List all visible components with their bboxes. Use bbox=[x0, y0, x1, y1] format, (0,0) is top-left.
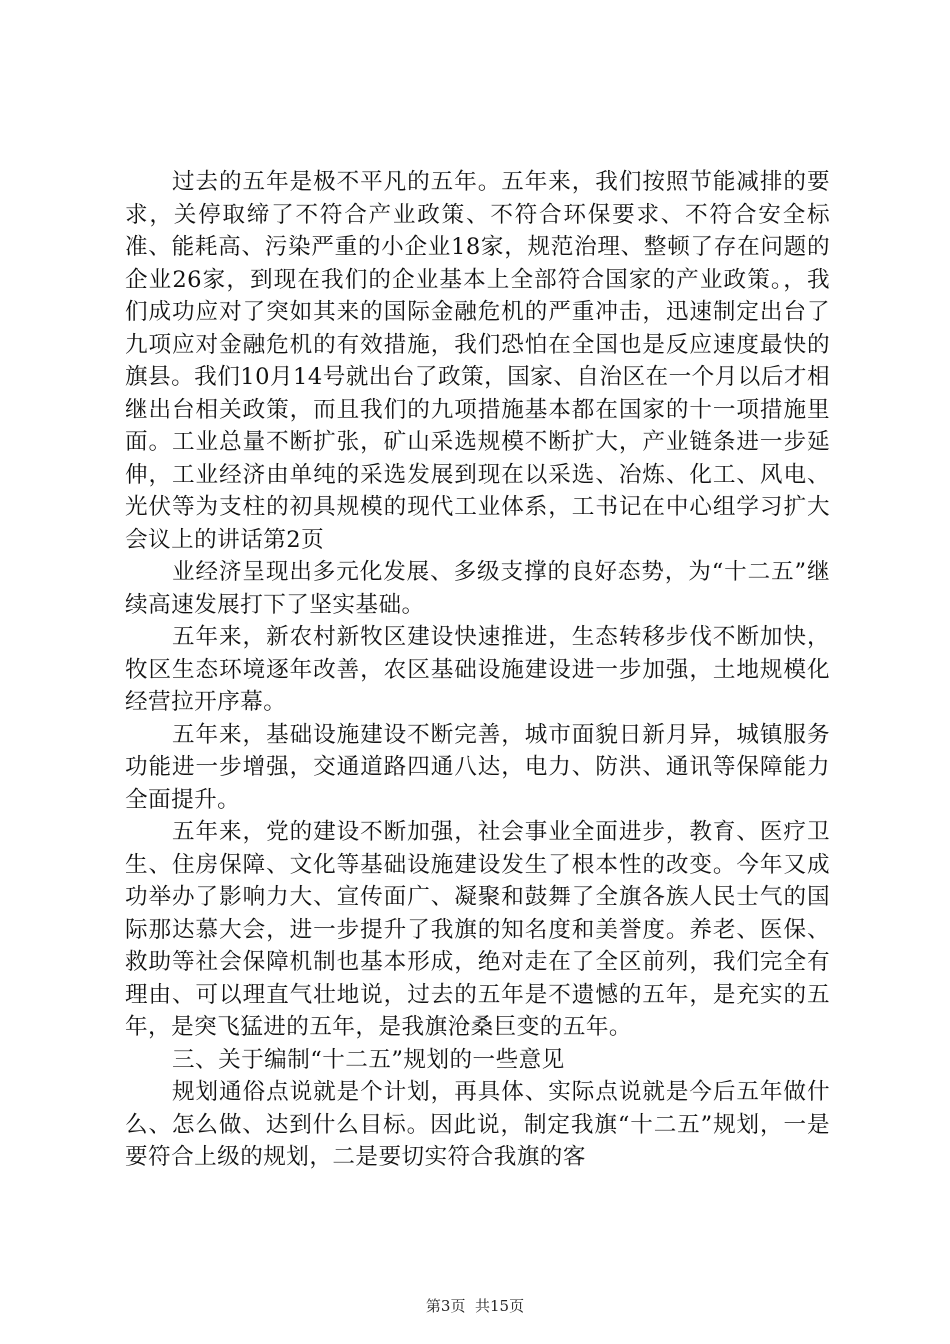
paragraph: 五年来，新农村新牧区建设快速推进，生态转移步伐不断加快，牧区生态环境逐年改善，农区基础设施建设进一步加强，土地规模化经营拉开序幕。 bbox=[125, 624, 830, 715]
section-heading: 三、关于编制“十二五”规划的一些意见 bbox=[172, 1046, 565, 1073]
page-number: 第3页 共15页 bbox=[425, 1297, 525, 1315]
document-body bbox=[125, 166, 830, 1174]
paragraph: 五年来，党的建设不断加强，社会事业全面进步，教育、医疗卫生、住房保障、文化等基础设施建设发生了根本性的改变。今年又成功举办了影响力大、宣传面广、凝聚和鼓舞了全旗各族人民士气的国际那达慕大会，进一步提升了我旗的知名度和美誉度。养老、医保、救助等社会保障机制也基本形成，绝对走在了全区前列，我们完全有理由、可以理直气壮地说，过去的五年是不遗憾的五年，是充实的五年，是突飞猛进的五年，是我旗沧桑巨变的五年。 bbox=[125, 819, 830, 1040]
paragraph: 业经济呈现出多元化发展、多级支撑的良好态势，为“十二五”继续高速发展打下了坚实基础。 bbox=[125, 559, 830, 618]
page-footer bbox=[0, 1296, 950, 1316]
paragraph: 五年来，基础设施建设不断完善，城市面貌日新月异，城镇服务功能进一步增强，交通道路四通八达，电力、防洪、通讯等保障能力全面提升。 bbox=[125, 721, 830, 813]
paragraph: 过去的五年是极不平凡的五年。五年来，我们按照节能减排的要求，关停取缔了不符合产业政策、不符合环保要求、不符合安全标准、能耗高、污染严重的小企业18家，规范治理、整顿了存在问题的企业26家，到现在我们的企业基本上全部符合国家的产业政策。，我们成功应对了突如其来的国际金融危机的严重冲击，迅速制定出台了九项应对金融危机的有效措施，我们恐怕在全国也是反应速度最快的旗县。我们10月14号就出台了政策，国家、自治区在一个月以后才相继出台相关政策，而且我们的九项措施基本都在国家的十一项措施里面。工业总量不断扩张，矿山采选规模不断扩大，产业链条进一步延伸，工业经济由单纯的采选发展到现在以采选、冶炼、化工、风电、光伏等为支柱的初具规模的现代工业体系，工书记在中心组学习扩大会议上的讲话第2页 bbox=[125, 169, 830, 553]
paragraph: 规划通俗点说就是个计划，再具体、实际点说就是今后五年做什么、怎么做、达到什么目标。因此说，制定我旗“十二五”规划，一是要符合上级的规划，二是要切实符合我旗的客 bbox=[125, 1079, 830, 1170]
